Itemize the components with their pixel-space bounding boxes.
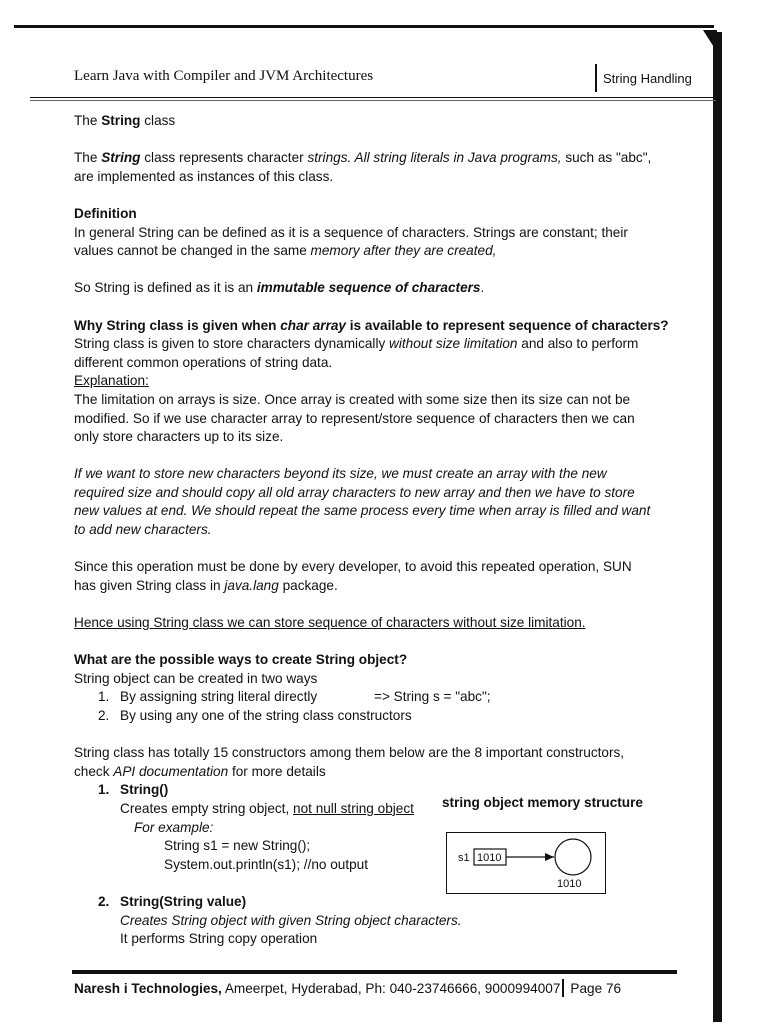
diagram-var-name: s1 (458, 852, 470, 864)
footer-address: Ameerpet, Hyderabad, Ph: 040-23746666, 9000994007 (221, 981, 561, 996)
hence-statement: Hence using String class we can store sequence of characters without size limitation. (74, 615, 586, 631)
way-item-1: 1. By assigning string literal directly => String s = "abc"; (98, 689, 491, 705)
constructor-1-code: String s1 = new String(); System.out.println(s1); //no output (164, 838, 369, 872)
book-title: Learn Java with Compiler and JVM Architectures (74, 68, 374, 84)
top-border-line (14, 25, 714, 28)
header-separator (595, 64, 597, 92)
constructor-1-desc: Creates empty string object, not null string object (120, 800, 414, 816)
why-paragraph: String class is given to store characters dynamically without size limitation and also to perform different common operations of string data. (74, 336, 639, 370)
immutable-statement: So String is defined as it is an immutable sequence of characters. (74, 280, 485, 296)
section-heading: The String class (74, 113, 176, 128)
definition-paragraph: In general String can be defined as it is a sequence of characters. Strings are constant; their values cannot be changed in the same memory after they are created, (74, 224, 628, 259)
footer (74, 979, 684, 997)
constructor-2-title: 2. String(String value) (98, 893, 247, 909)
ways-heading: What are the possible ways to create String object? (74, 652, 408, 668)
why-heading: Why String class is given when char array is available to represent sequence of characters? (74, 317, 669, 333)
constructors-paragraph: String class has totally 15 constructors among them below are the 8 important constructors, check API documentation for more details (74, 745, 625, 779)
diagram-object-address: 1010 (557, 878, 582, 890)
memory-diagram (446, 832, 606, 896)
footer-company: Naresh i Technologies, (74, 981, 222, 996)
italic-paragraph: If we want to store new characters beyond its size, we must create an array with the new required size and should copy all old array characters to new array and then we have to store new values at end. We should repeat the same process every time when array is filled and want to add new characters. (74, 466, 651, 538)
intro-paragraph: The String class represents character strings. All string literals in Java programs, such as "abc", are implemented as instances of this class. (74, 150, 652, 184)
page-number: Page 76 (570, 981, 622, 996)
definition-heading: Definition (74, 205, 137, 221)
header-rule-shadow (30, 100, 716, 101)
since-paragraph: Since this operation must be done by every developer, to avoid this repeated operation, SUN has given String class in java.lang package. (74, 559, 632, 593)
explanation-label: Explanation: (74, 373, 149, 389)
constructor-2-desc: Creates String object with given String object characters. It performs String copy operation (120, 912, 462, 947)
footer-rule (72, 970, 677, 974)
explanation-paragraph: The limitation on arrays is size. Once array is created with some size then its size can not be modified. So if we use character array to represent/store sequence of characters then we can only store characters up to its size. (74, 391, 635, 445)
constructor-1-example-label: For example: (134, 819, 214, 835)
diagram-object-circle (555, 839, 591, 875)
header-rule (30, 97, 716, 98)
diagram-arrowhead (545, 853, 554, 861)
constructor-1-title: 1. String() (98, 782, 169, 798)
diagram-ref-value: 1010 (477, 852, 502, 864)
binding-edge (713, 32, 722, 1022)
ways-intro: String object can be created in two ways (74, 670, 318, 686)
way-item-2: 2. By using any one of the string class constructors (98, 708, 412, 723)
chapter-title: String Handling (603, 71, 692, 86)
diagram-title: string object memory structure (442, 795, 643, 810)
body-text (74, 112, 674, 949)
